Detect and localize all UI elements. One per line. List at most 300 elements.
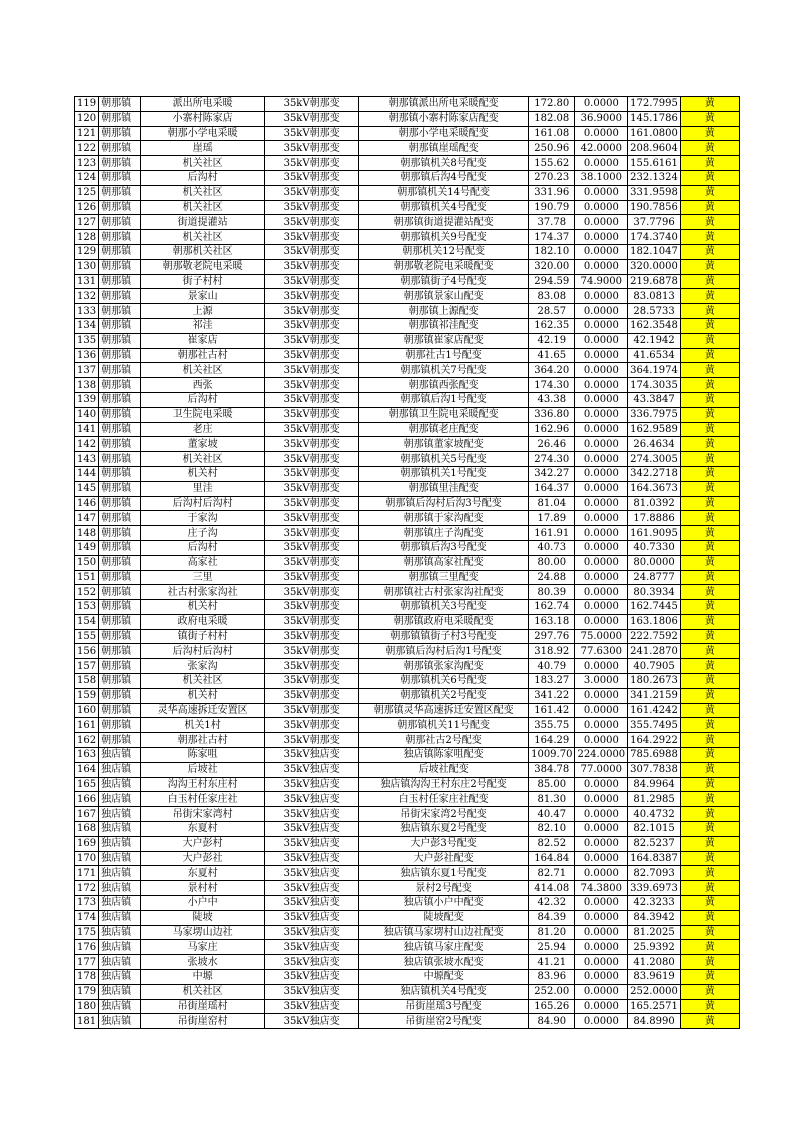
row-number: 143	[75, 452, 99, 467]
town-cell: 朝那镇	[99, 363, 141, 378]
result-cell: 320.0000	[628, 259, 681, 274]
load-cell: 297.76	[529, 629, 575, 644]
result-cell: 219.6878	[628, 274, 681, 289]
substation-cell: 35kV朝那变	[265, 585, 359, 600]
town-cell: 独店镇	[99, 822, 141, 837]
load-cell: 318.92	[529, 644, 575, 659]
result-cell: 84.3942	[628, 910, 681, 925]
area-cell: 后坡社	[141, 762, 265, 777]
town-cell: 朝那镇	[99, 259, 141, 274]
area-cell: 机关社区	[141, 156, 265, 171]
substation-cell: 35kV朝那变	[265, 170, 359, 185]
reduction-cell: 0.0000	[575, 688, 628, 703]
transformer-cell: 朝那镇老庄配变	[359, 422, 529, 437]
town-cell: 独店镇	[99, 792, 141, 807]
reduction-cell: 0.0000	[575, 126, 628, 141]
level-cell: 黄	[680, 614, 739, 629]
row-number: 160	[75, 703, 99, 718]
reduction-cell: 0.0000	[575, 97, 628, 112]
reduction-cell: 77.0000	[575, 762, 628, 777]
result-cell: 161.0800	[628, 126, 681, 141]
area-cell: 机关社区	[141, 452, 265, 467]
area-cell: 陈家咀	[141, 748, 265, 763]
result-cell: 26.4634	[628, 437, 681, 452]
level-cell: 黄	[680, 748, 739, 763]
transformer-cell: 朝那镇后沟4号配变	[359, 170, 529, 185]
table-row	[75, 437, 740, 452]
town-cell: 朝那镇	[99, 555, 141, 570]
row-number: 169	[75, 836, 99, 851]
transformer-cell: 朝那镇机关4号配变	[359, 200, 529, 215]
load-cell: 80.39	[529, 585, 575, 600]
substation-cell: 35kV朝那变	[265, 185, 359, 200]
result-cell: 162.9589	[628, 422, 681, 437]
area-cell: 张家沟	[141, 659, 265, 674]
level-cell: 黄	[680, 1014, 739, 1029]
substation-cell: 35kV朝那变	[265, 496, 359, 511]
level-cell: 黄	[680, 185, 739, 200]
result-cell: 40.4732	[628, 807, 681, 822]
load-cell: 161.42	[529, 703, 575, 718]
result-cell: 331.9598	[628, 185, 681, 200]
town-cell: 朝那镇	[99, 437, 141, 452]
level-cell: 黄	[680, 955, 739, 970]
transformer-cell: 朝那镇机关14号配变	[359, 185, 529, 200]
transformer-cell: 朝那镇机关9号配变	[359, 230, 529, 245]
substation-cell: 35kV独店变	[265, 777, 359, 792]
reduction-cell: 0.0000	[575, 614, 628, 629]
result-cell: 42.3233	[628, 896, 681, 911]
row-number: 140	[75, 407, 99, 422]
substation-cell: 35kV朝那变	[265, 555, 359, 570]
table-row	[75, 629, 740, 644]
town-cell: 朝那镇	[99, 407, 141, 422]
reduction-cell: 0.0000	[575, 659, 628, 674]
table-row	[75, 526, 740, 541]
load-cell: 384.78	[529, 762, 575, 777]
load-cell: 41.65	[529, 348, 575, 363]
level-cell: 黄	[680, 126, 739, 141]
result-cell: 241.2870	[628, 644, 681, 659]
level-cell: 黄	[680, 378, 739, 393]
level-cell: 黄	[680, 111, 739, 126]
transformer-cell: 独店镇马家塄村山边社配变	[359, 925, 529, 940]
reduction-cell: 0.0000	[575, 984, 628, 999]
level-cell: 黄	[680, 925, 739, 940]
load-cell: 274.30	[529, 452, 575, 467]
transformer-cell: 朝那镇后沟村后沟3号配变	[359, 496, 529, 511]
load-cell: 250.96	[529, 141, 575, 156]
row-number: 167	[75, 807, 99, 822]
reduction-cell: 0.0000	[575, 792, 628, 807]
table-row	[75, 896, 740, 911]
substation-cell: 35kV朝那变	[265, 156, 359, 171]
row-number: 178	[75, 970, 99, 985]
transformer-cell: 独店镇东夏1号配变	[359, 866, 529, 881]
area-cell: 机关社区	[141, 984, 265, 999]
town-cell: 朝那镇	[99, 422, 141, 437]
substation-cell: 35kV朝那变	[265, 215, 359, 230]
reduction-cell: 0.0000	[575, 925, 628, 940]
row-number: 128	[75, 230, 99, 245]
table-row	[75, 141, 740, 156]
level-cell: 黄	[680, 141, 739, 156]
area-cell: 西张	[141, 378, 265, 393]
reduction-cell: 0.0000	[575, 836, 628, 851]
area-cell: 吊街宋家湾村	[141, 807, 265, 822]
level-cell: 黄	[680, 851, 739, 866]
area-cell: 白玉村任家庄社	[141, 792, 265, 807]
area-cell: 机关村	[141, 688, 265, 703]
town-cell: 朝那镇	[99, 392, 141, 407]
result-cell: 81.0392	[628, 496, 681, 511]
reduction-cell: 0.0000	[575, 511, 628, 526]
table-row	[75, 881, 740, 896]
table-row	[75, 156, 740, 171]
level-cell: 黄	[680, 940, 739, 955]
table-row	[75, 481, 740, 496]
result-cell: 82.5237	[628, 836, 681, 851]
row-number: 158	[75, 674, 99, 689]
result-cell: 83.0813	[628, 289, 681, 304]
area-cell: 机关社区	[141, 674, 265, 689]
area-cell: 朝那社古村	[141, 348, 265, 363]
substation-cell: 35kV独店变	[265, 836, 359, 851]
area-cell: 街道提灌站	[141, 215, 265, 230]
load-cell: 155.62	[529, 156, 575, 171]
row-number: 170	[75, 851, 99, 866]
load-cell: 82.71	[529, 866, 575, 881]
result-cell: 37.7796	[628, 215, 681, 230]
town-cell: 朝那镇	[99, 230, 141, 245]
town-cell: 独店镇	[99, 940, 141, 955]
result-cell: 165.2571	[628, 999, 681, 1014]
table-row	[75, 866, 740, 881]
transformer-cell: 朝那镇张家沟配变	[359, 659, 529, 674]
result-cell: 222.7592	[628, 629, 681, 644]
town-cell: 朝那镇	[99, 185, 141, 200]
level-cell: 黄	[680, 333, 739, 348]
level-cell: 黄	[680, 170, 739, 185]
load-cell: 320.00	[529, 259, 575, 274]
town-cell: 朝那镇	[99, 659, 141, 674]
town-cell: 朝那镇	[99, 378, 141, 393]
substation-cell: 35kV朝那变	[265, 466, 359, 481]
substation-cell: 35kV朝那变	[265, 274, 359, 289]
reduction-cell: 0.0000	[575, 496, 628, 511]
table-row	[75, 170, 740, 185]
transformer-cell: 朝那镇灵华高速拆迁安置区配变	[359, 703, 529, 718]
load-cell: 164.84	[529, 851, 575, 866]
level-cell: 黄	[680, 807, 739, 822]
substation-cell: 35kV朝那变	[265, 126, 359, 141]
town-cell: 独店镇	[99, 955, 141, 970]
transformer-cell: 中塬配变	[359, 970, 529, 985]
row-number: 175	[75, 925, 99, 940]
area-cell: 后沟村	[141, 170, 265, 185]
row-number: 132	[75, 289, 99, 304]
substation-cell: 35kV独店变	[265, 866, 359, 881]
level-cell: 黄	[680, 910, 739, 925]
result-cell: 81.2985	[628, 792, 681, 807]
level-cell: 黄	[680, 348, 739, 363]
table-row	[75, 688, 740, 703]
substation-cell: 35kV朝那变	[265, 230, 359, 245]
level-cell: 黄	[680, 600, 739, 615]
area-cell: 卫生院电采暖	[141, 407, 265, 422]
transformer-cell: 朝那镇社古村张家沟社配变	[359, 585, 529, 600]
town-cell: 朝那镇	[99, 674, 141, 689]
town-cell: 朝那镇	[99, 540, 141, 555]
reduction-cell: 0.0000	[575, 896, 628, 911]
town-cell: 朝那镇	[99, 614, 141, 629]
area-cell: 机关村	[141, 600, 265, 615]
table-row	[75, 304, 740, 319]
table-row	[75, 555, 740, 570]
load-cell: 162.74	[529, 600, 575, 615]
area-cell: 里洼	[141, 481, 265, 496]
table-row	[75, 940, 740, 955]
result-cell: 174.3740	[628, 230, 681, 245]
table-row	[75, 836, 740, 851]
row-number: 159	[75, 688, 99, 703]
reduction-cell: 0.0000	[575, 1014, 628, 1029]
reduction-cell: 0.0000	[575, 407, 628, 422]
table-row	[75, 230, 740, 245]
load-cell: 174.30	[529, 378, 575, 393]
area-cell: 吊街崖窑村	[141, 1014, 265, 1029]
result-cell: 83.9619	[628, 970, 681, 985]
result-cell: 164.3673	[628, 481, 681, 496]
reduction-cell: 0.0000	[575, 422, 628, 437]
table-row	[75, 955, 740, 970]
row-number: 161	[75, 718, 99, 733]
load-cell: 17.89	[529, 511, 575, 526]
transformer-cell: 朝那小学电采暖配变	[359, 126, 529, 141]
row-number: 154	[75, 614, 99, 629]
load-cell: 342.27	[529, 466, 575, 481]
result-cell: 40.7330	[628, 540, 681, 555]
table-row	[75, 244, 740, 259]
table-row	[75, 363, 740, 378]
area-cell: 派出所电采暖	[141, 97, 265, 112]
substation-cell: 35kV朝那变	[265, 718, 359, 733]
substation-cell: 35kV独店变	[265, 955, 359, 970]
load-cell: 24.88	[529, 570, 575, 585]
result-cell: 82.7093	[628, 866, 681, 881]
transformer-cell: 吊街宋家湾2号配变	[359, 807, 529, 822]
reduction-cell: 0.0000	[575, 333, 628, 348]
reduction-cell: 42.0000	[575, 141, 628, 156]
area-cell: 朝那小学电采暖	[141, 126, 265, 141]
reduction-cell: 0.0000	[575, 851, 628, 866]
transformer-cell: 吊街崖瑶3号配变	[359, 999, 529, 1014]
reduction-cell: 75.0000	[575, 629, 628, 644]
row-number: 152	[75, 585, 99, 600]
table-row	[75, 792, 740, 807]
table-row	[75, 1014, 740, 1029]
level-cell: 黄	[680, 792, 739, 807]
row-number: 133	[75, 304, 99, 319]
result-cell: 145.1786	[628, 111, 681, 126]
load-cell: 294.59	[529, 274, 575, 289]
transformer-cell: 后坡社配变	[359, 762, 529, 777]
area-cell: 景村村	[141, 881, 265, 896]
area-cell: 政府电采暖	[141, 614, 265, 629]
transformer-cell: 朝那镇卫生院电采暖配变	[359, 407, 529, 422]
table-row	[75, 851, 740, 866]
result-cell: 232.1324	[628, 170, 681, 185]
row-number: 177	[75, 955, 99, 970]
row-number: 124	[75, 170, 99, 185]
area-cell: 中塬	[141, 970, 265, 985]
load-cell: 82.52	[529, 836, 575, 851]
substation-cell: 35kV独店变	[265, 822, 359, 837]
table-row	[75, 925, 740, 940]
area-cell: 机关社区	[141, 185, 265, 200]
area-cell: 吊街崖瑶村	[141, 999, 265, 1014]
town-cell: 朝那镇	[99, 733, 141, 748]
transformer-cell: 朝那镇机关2号配变	[359, 688, 529, 703]
load-cell: 182.10	[529, 244, 575, 259]
reduction-cell: 0.0000	[575, 703, 628, 718]
area-cell: 上源	[141, 304, 265, 319]
transformer-cell: 朝那镇高家社配变	[359, 555, 529, 570]
town-cell: 朝那镇	[99, 466, 141, 481]
transformer-cell: 大户彭社配变	[359, 851, 529, 866]
town-cell: 朝那镇	[99, 526, 141, 541]
level-cell: 黄	[680, 777, 739, 792]
area-cell: 朝那敬老院电采暖	[141, 259, 265, 274]
result-cell: 41.2080	[628, 955, 681, 970]
transformer-cell: 朝那镇机关3号配变	[359, 600, 529, 615]
town-cell: 朝那镇	[99, 600, 141, 615]
reduction-cell: 0.0000	[575, 318, 628, 333]
level-cell: 黄	[680, 984, 739, 999]
level-cell: 黄	[680, 392, 739, 407]
area-cell: 朝那社古村	[141, 733, 265, 748]
substation-cell: 35kV独店变	[265, 762, 359, 777]
reduction-cell: 0.0000	[575, 585, 628, 600]
transformer-cell: 吊街崖窑2号配变	[359, 1014, 529, 1029]
transformer-cell: 朝那镇后沟1号配变	[359, 392, 529, 407]
transformer-cell: 独店镇小户中配变	[359, 896, 529, 911]
substation-cell: 35kV朝那变	[265, 659, 359, 674]
area-cell: 崔家店	[141, 333, 265, 348]
substation-cell: 35kV朝那变	[265, 688, 359, 703]
substation-cell: 35kV独店变	[265, 910, 359, 925]
table-row	[75, 762, 740, 777]
town-cell: 朝那镇	[99, 274, 141, 289]
reduction-cell: 0.0000	[575, 348, 628, 363]
load-cell: 165.26	[529, 999, 575, 1014]
substation-cell: 35kV朝那变	[265, 600, 359, 615]
transformer-cell: 朝那镇机关7号配变	[359, 363, 529, 378]
town-cell: 朝那镇	[99, 97, 141, 112]
area-cell: 机关1村	[141, 718, 265, 733]
substation-cell: 35kV朝那变	[265, 244, 359, 259]
load-cell: 83.08	[529, 289, 575, 304]
row-number: 174	[75, 910, 99, 925]
town-cell: 独店镇	[99, 777, 141, 792]
level-cell: 黄	[680, 970, 739, 985]
result-cell: 82.1015	[628, 822, 681, 837]
reduction-cell: 0.0000	[575, 955, 628, 970]
transformer-cell: 朝那镇机关11号配变	[359, 718, 529, 733]
town-cell: 独店镇	[99, 851, 141, 866]
table-row	[75, 600, 740, 615]
town-cell: 独店镇	[99, 970, 141, 985]
town-cell: 独店镇	[99, 896, 141, 911]
reduction-cell: 3.0000	[575, 674, 628, 689]
transformer-cell: 独店镇张坡水配变	[359, 955, 529, 970]
substation-cell: 35kV朝那变	[265, 392, 359, 407]
row-number: 176	[75, 940, 99, 955]
load-cell: 25.94	[529, 940, 575, 955]
area-cell: 祁洼	[141, 318, 265, 333]
transformer-cell: 朝那镇上源配变	[359, 304, 529, 319]
load-cell: 85.00	[529, 777, 575, 792]
substation-cell: 35kV朝那变	[265, 304, 359, 319]
result-cell: 42.1942	[628, 333, 681, 348]
area-cell: 东夏村	[141, 866, 265, 881]
table-row	[75, 614, 740, 629]
area-cell: 后沟村	[141, 540, 265, 555]
result-cell: 17.8886	[628, 511, 681, 526]
row-number: 156	[75, 644, 99, 659]
table-row	[75, 999, 740, 1014]
substation-cell: 35kV朝那变	[265, 540, 359, 555]
row-number: 123	[75, 156, 99, 171]
transformer-cell: 朝那镇后沟3号配变	[359, 540, 529, 555]
load-cell: 28.57	[529, 304, 575, 319]
area-cell: 三里	[141, 570, 265, 585]
reduction-cell: 74.9000	[575, 274, 628, 289]
row-number: 172	[75, 881, 99, 896]
table-row	[75, 126, 740, 141]
result-cell: 164.8387	[628, 851, 681, 866]
area-cell: 大户彭村	[141, 836, 265, 851]
result-cell: 81.2025	[628, 925, 681, 940]
row-number: 137	[75, 363, 99, 378]
row-number: 129	[75, 244, 99, 259]
load-cell: 42.32	[529, 896, 575, 911]
row-number: 163	[75, 748, 99, 763]
result-cell: 43.3847	[628, 392, 681, 407]
substation-cell: 35kV朝那变	[265, 526, 359, 541]
result-cell: 252.0000	[628, 984, 681, 999]
result-cell: 25.9392	[628, 940, 681, 955]
row-number: 155	[75, 629, 99, 644]
town-cell: 朝那镇	[99, 496, 141, 511]
town-cell: 朝那镇	[99, 452, 141, 467]
level-cell: 黄	[680, 629, 739, 644]
result-cell: 274.3005	[628, 452, 681, 467]
load-cell: 26.46	[529, 437, 575, 452]
load-cell: 162.35	[529, 318, 575, 333]
reduction-cell: 0.0000	[575, 437, 628, 452]
transformer-cell: 朝那镇机关5号配变	[359, 452, 529, 467]
level-cell: 黄	[680, 836, 739, 851]
area-cell: 街子村村	[141, 274, 265, 289]
load-cell: 81.30	[529, 792, 575, 807]
substation-cell: 35kV朝那变	[265, 481, 359, 496]
reduction-cell: 0.0000	[575, 200, 628, 215]
town-cell: 独店镇	[99, 836, 141, 851]
substation-cell: 35kV朝那变	[265, 407, 359, 422]
table-row	[75, 703, 740, 718]
row-number: 144	[75, 466, 99, 481]
